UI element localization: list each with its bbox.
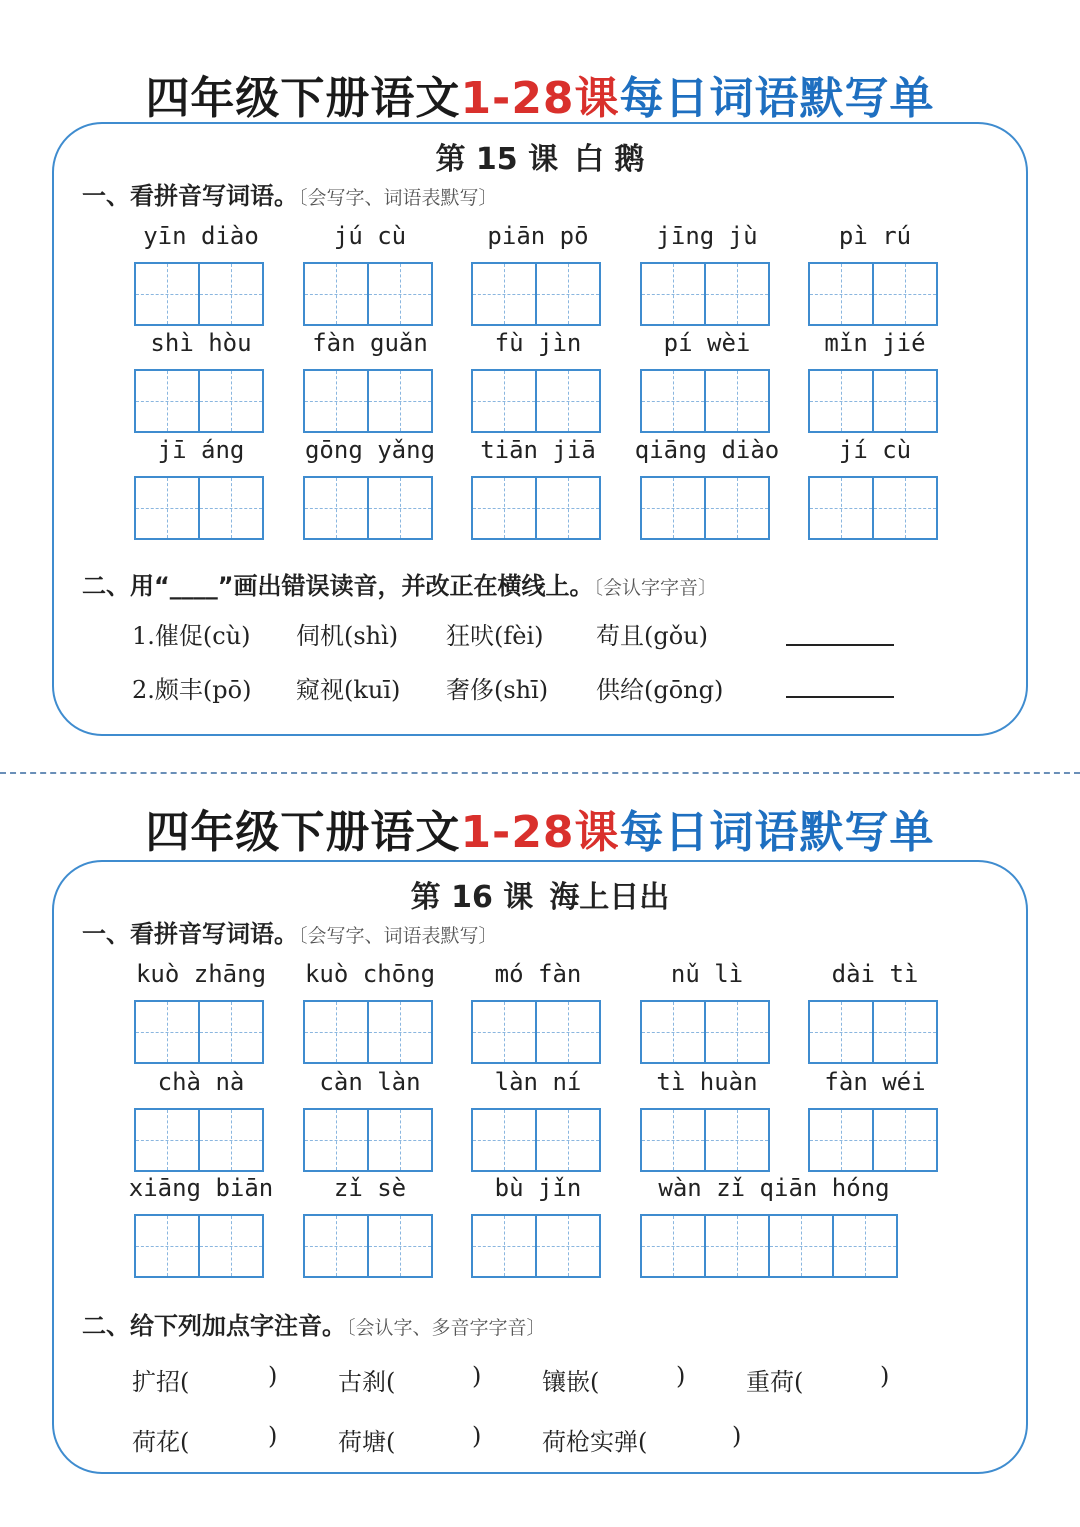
error-item: 伺机(shì) xyxy=(296,622,399,650)
tianzige-cell[interactable] xyxy=(704,1000,770,1064)
section-1-heading: 一、看拼音写词语。〔会写字、词语表默写〕 xyxy=(82,182,498,210)
tianzige-cell[interactable] xyxy=(808,1108,874,1172)
writing-grid[interactable] xyxy=(134,1214,264,1278)
tianzige-cell[interactable] xyxy=(704,369,770,433)
tianzige-cell[interactable] xyxy=(640,1000,706,1064)
pinyin-label: jí cù xyxy=(838,436,912,464)
tianzige-cell[interactable] xyxy=(704,1108,770,1172)
tianzige-cell[interactable] xyxy=(134,1214,200,1278)
writing-grid[interactable] xyxy=(303,369,433,433)
tianzige-cell[interactable] xyxy=(471,476,537,540)
writing-grid[interactable] xyxy=(134,1108,264,1172)
pinyin-label: jīng jù xyxy=(656,222,758,250)
annotate-close: ) xyxy=(268,1422,278,1450)
annotate-close: ) xyxy=(472,1422,482,1450)
writing-grid[interactable] xyxy=(134,476,264,540)
writing-grid[interactable] xyxy=(640,1214,898,1278)
writing-grid[interactable] xyxy=(640,1000,770,1064)
tianzige-cell[interactable] xyxy=(303,1214,369,1278)
tianzige-cell[interactable] xyxy=(704,476,770,540)
pinyin-label: kuò chōng xyxy=(304,960,436,988)
pinyin-label: shì hòu xyxy=(150,329,252,357)
pinyin-label: chà nà xyxy=(157,1068,245,1096)
annotate-item: 荷塘( xyxy=(338,1428,396,1456)
error-item: 供给(gōng) xyxy=(596,676,724,704)
answer-line[interactable] xyxy=(786,644,894,646)
writing-grid[interactable] xyxy=(134,1000,264,1064)
pinyin-label: piān pō xyxy=(487,222,589,250)
pinyin-label: nǔ lì xyxy=(670,960,744,988)
lesson-heading: 第 15 课 白 鹅 xyxy=(435,142,645,177)
writing-grid[interactable] xyxy=(471,1108,601,1172)
annotate-close: ) xyxy=(268,1362,278,1390)
tianzige-cell[interactable] xyxy=(367,262,433,326)
pinyin-label: jú cù xyxy=(333,222,407,250)
pinyin-label: kuò zhāng xyxy=(135,960,267,988)
tianzige-cell[interactable] xyxy=(471,262,537,326)
writing-grid[interactable] xyxy=(471,262,601,326)
pinyin-label: gōng yǎng xyxy=(304,436,436,464)
annotate-close: ) xyxy=(732,1422,742,1450)
annotate-item: 古刹( xyxy=(338,1368,396,1396)
section-2-heading: 二、用“____”画出错误读音，并改正在横线上。〔会认字字音〕 xyxy=(82,572,718,600)
section-1-heading: 一、看拼音写词语。〔会写字、词语表默写〕 xyxy=(82,920,498,948)
pinyin-label: xiāng biān xyxy=(128,1174,274,1202)
writing-grid[interactable] xyxy=(471,1214,601,1278)
tianzige-cell[interactable] xyxy=(640,1214,706,1278)
error-item: 苟且(gǒu) xyxy=(596,622,708,650)
writing-grid[interactable] xyxy=(134,369,264,433)
error-item: 奢侈(shī) xyxy=(446,676,549,704)
pinyin-label: fù jìn xyxy=(494,329,582,357)
tianzige-cell[interactable] xyxy=(198,262,264,326)
tianzige-cell[interactable] xyxy=(198,1000,264,1064)
writing-grid[interactable] xyxy=(640,1108,770,1172)
tianzige-cell[interactable] xyxy=(872,1108,938,1172)
tianzige-cell[interactable] xyxy=(134,1108,200,1172)
tianzige-cell[interactable] xyxy=(872,262,938,326)
writing-grid[interactable] xyxy=(134,262,264,326)
writing-grid[interactable] xyxy=(808,1000,938,1064)
tianzige-cell[interactable] xyxy=(872,369,938,433)
writing-grid[interactable] xyxy=(471,1000,601,1064)
pinyin-label: yīn diào xyxy=(143,222,259,250)
tianzige-cell[interactable] xyxy=(535,1214,601,1278)
lesson-heading: 第 16 课 海上日出 xyxy=(410,880,670,915)
tianzige-cell[interactable] xyxy=(303,1000,369,1064)
writing-grid[interactable] xyxy=(303,1214,433,1278)
pinyin-label: bù jǐn xyxy=(494,1174,582,1202)
tianzige-cell[interactable] xyxy=(535,476,601,540)
pinyin-label: mǐn jié xyxy=(824,329,926,357)
writing-grid[interactable] xyxy=(471,369,601,433)
writing-grid[interactable] xyxy=(303,476,433,540)
tianzige-cell[interactable] xyxy=(303,1108,369,1172)
section-2-heading: 二、给下列加点字注音。〔会认字、多音字字音〕 xyxy=(82,1312,546,1340)
tianzige-cell[interactable] xyxy=(640,369,706,433)
tianzige-cell[interactable] xyxy=(640,476,706,540)
error-item: 窥视(kuī) xyxy=(296,676,401,704)
pinyin-label: jī áng xyxy=(157,436,245,464)
tianzige-cell[interactable] xyxy=(367,1214,433,1278)
worksheet-title: 四年级下册语文1-28课每日词语默写单 xyxy=(145,73,935,124)
tianzige-cell[interactable] xyxy=(872,1000,938,1064)
pinyin-label: pì rú xyxy=(838,222,912,250)
pinyin-label: pí wèi xyxy=(663,329,751,357)
annotate-item: 镶嵌( xyxy=(542,1368,600,1396)
tianzige-cell[interactable] xyxy=(535,1000,601,1064)
writing-grid[interactable] xyxy=(303,1000,433,1064)
annotate-item: 荷花( xyxy=(132,1428,190,1456)
error-item: 狂吠(fèi) xyxy=(446,622,544,650)
tianzige-cell[interactable] xyxy=(808,476,874,540)
tianzige-cell[interactable] xyxy=(704,262,770,326)
tianzige-cell[interactable] xyxy=(808,369,874,433)
worksheet-title: 四年级下册语文1-28课每日词语默写单 xyxy=(145,807,935,858)
cut-line-divider xyxy=(0,772,1080,774)
writing-grid[interactable] xyxy=(808,369,938,433)
tianzige-cell[interactable] xyxy=(535,262,601,326)
tianzige-cell[interactable] xyxy=(471,369,537,433)
tianzige-cell[interactable] xyxy=(808,1000,874,1064)
annotate-item: 扩招( xyxy=(132,1368,190,1396)
pinyin-label: làn ní xyxy=(494,1068,582,1096)
writing-grid[interactable] xyxy=(471,476,601,540)
pinyin-label: fàn guǎn xyxy=(312,329,428,357)
tianzige-cell[interactable] xyxy=(640,262,706,326)
tianzige-cell[interactable] xyxy=(367,1108,433,1172)
writing-grid[interactable] xyxy=(808,476,938,540)
pinyin-label: fàn wéi xyxy=(824,1068,926,1096)
pinyin-label: tiān jiā xyxy=(480,436,596,464)
tianzige-cell[interactable] xyxy=(198,1108,264,1172)
annotate-item: 重荷( xyxy=(746,1368,804,1396)
tianzige-cell[interactable] xyxy=(367,476,433,540)
pinyin-label: zǐ sè xyxy=(333,1174,407,1202)
annotate-item: 荷枪实弹( xyxy=(542,1428,648,1456)
tianzige-cell[interactable] xyxy=(832,1214,898,1278)
pinyin-label: càn làn xyxy=(319,1068,421,1096)
tianzige-cell[interactable] xyxy=(134,262,200,326)
tianzige-cell[interactable] xyxy=(303,369,369,433)
writing-grid[interactable] xyxy=(640,262,770,326)
writing-grid[interactable] xyxy=(808,1108,938,1172)
answer-line[interactable] xyxy=(786,696,894,698)
tianzige-cell[interactable] xyxy=(535,369,601,433)
pinyin-label: wàn zǐ qiān hóng xyxy=(658,1174,890,1202)
tianzige-cell[interactable] xyxy=(808,262,874,326)
tianzige-cell[interactable] xyxy=(303,476,369,540)
tianzige-cell[interactable] xyxy=(367,369,433,433)
tianzige-cell[interactable] xyxy=(471,1000,537,1064)
tianzige-cell[interactable] xyxy=(134,369,200,433)
tianzige-cell[interactable] xyxy=(640,1108,706,1172)
error-item: 1.催促(cù) xyxy=(132,622,251,650)
tianzige-cell[interactable] xyxy=(134,1000,200,1064)
annotate-close: ) xyxy=(676,1362,686,1390)
writing-grid[interactable] xyxy=(808,262,938,326)
writing-grid[interactable] xyxy=(303,1108,433,1172)
writing-grid[interactable] xyxy=(640,369,770,433)
pinyin-label: dài tì xyxy=(831,960,919,988)
annotate-close: ) xyxy=(472,1362,482,1390)
tianzige-cell[interactable] xyxy=(535,1108,601,1172)
tianzige-cell[interactable] xyxy=(198,1214,264,1278)
tianzige-cell[interactable] xyxy=(198,369,264,433)
error-item: 2.颇丰(pō) xyxy=(132,676,252,704)
writing-grid[interactable] xyxy=(640,476,770,540)
tianzige-cell[interactable] xyxy=(704,1214,770,1278)
tianzige-cell[interactable] xyxy=(471,1108,537,1172)
tianzige-cell[interactable] xyxy=(367,1000,433,1064)
pinyin-label: qiāng diào xyxy=(634,436,780,464)
writing-grid[interactable] xyxy=(303,262,433,326)
pinyin-label: tì huàn xyxy=(656,1068,758,1096)
pinyin-label: mó fàn xyxy=(494,960,582,988)
tianzige-cell[interactable] xyxy=(198,476,264,540)
tianzige-cell[interactable] xyxy=(471,1214,537,1278)
tianzige-cell[interactable] xyxy=(303,262,369,326)
annotate-close: ) xyxy=(880,1362,890,1390)
tianzige-cell[interactable] xyxy=(768,1214,834,1278)
tianzige-cell[interactable] xyxy=(134,476,200,540)
tianzige-cell[interactable] xyxy=(872,476,938,540)
